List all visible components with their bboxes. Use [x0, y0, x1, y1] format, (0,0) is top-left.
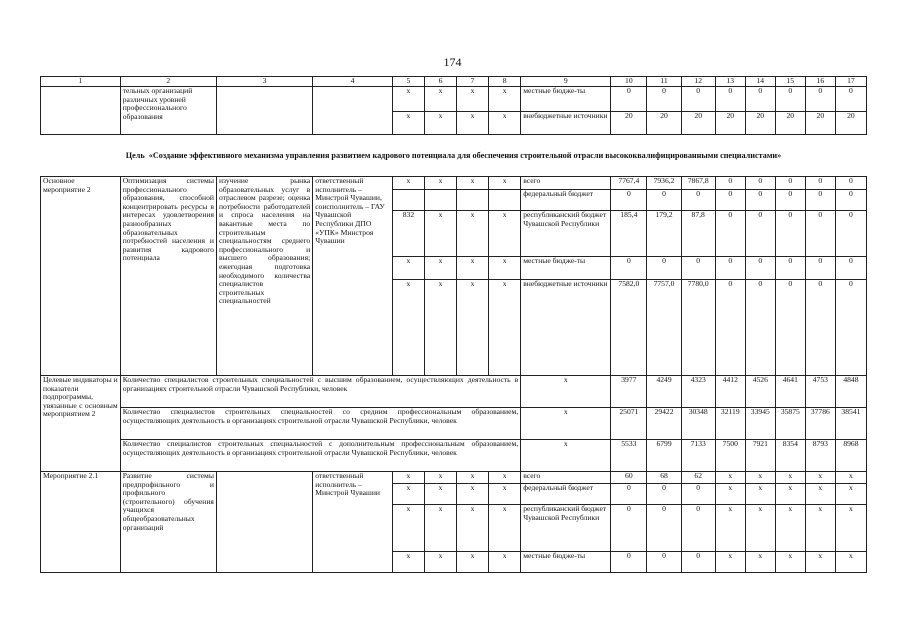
value-cell: х — [775, 472, 805, 484]
flag-cell: х — [457, 552, 489, 573]
column-header: 2 — [120, 77, 216, 87]
value-cell: 7133 — [681, 440, 715, 472]
value-cell: 0 — [835, 280, 866, 376]
event-name-cell — [120, 87, 216, 135]
flag-cell: х — [457, 472, 489, 484]
value-cell: 20 — [647, 112, 681, 135]
value-cell: х — [715, 552, 745, 573]
value-cell: х — [715, 484, 745, 505]
value-cell: 4412 — [715, 376, 745, 408]
flag-cell: х — [457, 257, 489, 280]
value-cell: 0 — [835, 190, 866, 211]
value-cell: 7867,8 — [681, 177, 715, 190]
value-cell: 0 — [681, 505, 715, 552]
table-row — [41, 177, 867, 190]
column-header: 13 — [715, 77, 745, 87]
value-cell: 0 — [715, 280, 745, 376]
value-cell: 4753 — [805, 376, 835, 408]
value-cell: 25071 — [611, 408, 647, 440]
funding-source-cell: местные бюдже-ты — [521, 257, 611, 280]
empty-cell — [216, 87, 312, 135]
event-title-cell: Основное мероприятие 2 — [41, 177, 121, 376]
flag-cell: х — [457, 484, 489, 505]
value-cell: 0 — [647, 87, 681, 112]
value-cell: 62 — [681, 472, 715, 484]
value-cell: х — [835, 472, 866, 484]
flag-cell: х — [424, 112, 456, 135]
value-cell: 0 — [805, 211, 835, 257]
flag-cell: х — [424, 472, 456, 484]
flag-cell — [489, 190, 521, 211]
value-cell: 30348 — [681, 408, 715, 440]
indicators-label-cell: Целевые индикаторы и показатели подпрограммы, увязанные с основным мероприятием 2 — [41, 376, 121, 472]
value-cell: 4848 — [835, 376, 866, 408]
indicator-row — [41, 376, 867, 408]
flag-cell: х — [457, 177, 489, 190]
value-cell: 33945 — [745, 408, 775, 440]
column-header: 6 — [424, 77, 456, 87]
value-cell: 32119 — [715, 408, 745, 440]
value-cell: х — [835, 552, 866, 573]
value-cell: 0 — [681, 484, 715, 505]
table-row — [41, 472, 867, 484]
flag-cell: х — [392, 280, 424, 376]
value-cell: 0 — [715, 211, 745, 257]
value-cell: х — [745, 472, 775, 484]
funding-source-cell: местные бюдже-ты — [521, 552, 611, 573]
value-cell: 0 — [805, 177, 835, 190]
flag-cell: 832 — [392, 211, 424, 257]
event-name-cell: Оптимизация системы профессионального образования, способной концентрировать ресурсы в интересах удовлетворения разнообразных образовательных потребностей населения и развития кадрового потенциала — [120, 177, 216, 376]
value-cell: х — [805, 472, 835, 484]
value-cell: 0 — [805, 87, 835, 112]
indicator-text-cell: Количество специалистов строительных специальностей с дополнительным профессиональным образованием, осуществляющих деятельность в организациях строительной отрасли Чувашской Республики, человек — [120, 440, 521, 472]
column-header: 10 — [611, 77, 647, 87]
flag-cell: х — [489, 87, 521, 112]
value-cell: х — [775, 505, 805, 552]
funding-source-cell: внебюджетные источники — [521, 112, 611, 135]
value-cell: 20 — [745, 112, 775, 135]
flag-cell: х — [457, 280, 489, 376]
value-cell: 0 — [835, 87, 866, 112]
funding-source-cell: республиканский бюджет Чувашской Республики — [521, 211, 611, 257]
column-header: 5 — [392, 77, 424, 87]
flag-cell: х — [521, 376, 611, 408]
value-cell: 0 — [611, 505, 647, 552]
value-cell: 0 — [647, 190, 681, 211]
table-row — [41, 87, 867, 112]
page-number: 174 — [443, 55, 462, 69]
flag-cell: х — [457, 505, 489, 552]
column-header: 15 — [775, 77, 805, 87]
flag-cell: х — [392, 112, 424, 135]
value-cell: 20 — [715, 112, 745, 135]
flag-cell: х — [392, 472, 424, 484]
indicator-row — [41, 440, 867, 472]
value-cell: 0 — [745, 257, 775, 280]
flag-cell: х — [457, 112, 489, 135]
indicator-row — [41, 408, 867, 440]
column-header: 4 — [313, 77, 393, 87]
value-cell: 68 — [647, 472, 681, 484]
flag-cell: х — [392, 552, 424, 573]
value-cell: 7582,0 — [611, 280, 647, 376]
value-cell: 0 — [745, 177, 775, 190]
value-cell: 8968 — [835, 440, 866, 472]
value-cell: х — [805, 552, 835, 573]
value-cell: 7757,0 — [647, 280, 681, 376]
flag-cell: х — [489, 472, 521, 484]
text-line: различных уровней — [122, 94, 186, 104]
column-header: 9 — [521, 77, 611, 87]
value-cell: х — [745, 505, 775, 552]
value-cell: 20 — [775, 112, 805, 135]
value-cell: 20 — [835, 112, 866, 135]
value-cell: 0 — [681, 190, 715, 211]
budget-table-main — [40, 176, 867, 573]
flag-cell: х — [489, 505, 521, 552]
value-cell: х — [835, 505, 866, 552]
funding-source-cell: местные бюдже-ты — [521, 87, 611, 112]
value-cell: 0 — [681, 552, 715, 573]
value-cell: 8793 — [805, 440, 835, 472]
value-cell: 0 — [647, 484, 681, 505]
flag-cell — [392, 190, 424, 211]
flag-cell — [457, 190, 489, 211]
value-cell: 0 — [835, 177, 866, 190]
value-cell: х — [775, 552, 805, 573]
event-description-cell: изучение рынка образовательных услуг в отраслевом разрезе; оценка потребности работодателей и спроса населения на вакантные места по строительным специальностям среднего профессионального и высшего образования; ежегодная подготовка необходимого количества специалистов строительных специальностей — [216, 177, 312, 376]
value-cell: 0 — [745, 280, 775, 376]
value-cell: 4641 — [775, 376, 805, 408]
value-cell: 0 — [611, 552, 647, 573]
empty-cell — [313, 87, 393, 135]
value-cell: 0 — [775, 280, 805, 376]
empty-cell — [41, 87, 121, 135]
value-cell: 0 — [647, 257, 681, 280]
goal-text: «Создание эффективного механизма управления развитием кадрового потенциала для обеспечения строительной отрасли высококвалифицированными специалистами» — [148, 151, 782, 160]
header-row — [41, 77, 867, 87]
column-header: 1 — [41, 77, 121, 87]
value-cell: х — [715, 505, 745, 552]
value-cell: 0 — [647, 552, 681, 573]
value-cell: 0 — [745, 211, 775, 257]
value-cell: 60 — [611, 472, 647, 484]
flag-cell: х — [489, 484, 521, 505]
executor-cell: ответственный исполнитель – Минстрой Чувашии, соисполнитель – ГАУ Чувашской Республики ДПО «УПК» Минстроя Чувашии — [313, 177, 393, 376]
flag-cell: х — [424, 87, 456, 112]
value-cell: 20 — [611, 112, 647, 135]
text-line: профессионального — [122, 103, 187, 113]
funding-source-cell: всего — [521, 177, 611, 190]
value-cell: 0 — [681, 87, 715, 112]
value-cell: 0 — [775, 257, 805, 280]
value-cell: 4323 — [681, 376, 715, 408]
text-line: образования — [122, 111, 163, 121]
value-cell: 0 — [775, 87, 805, 112]
value-cell: 0 — [611, 484, 647, 505]
event-description-cell — [216, 472, 312, 573]
flag-cell: х — [392, 484, 424, 505]
funding-source-cell: всего — [521, 472, 611, 484]
funding-source-cell: республиканский бюджет Чувашской Республики — [521, 505, 611, 552]
column-header: 7 — [457, 77, 489, 87]
value-cell: 179,2 — [647, 211, 681, 257]
value-cell: х — [805, 484, 835, 505]
value-cell: 0 — [715, 87, 745, 112]
value-cell: 20 — [805, 112, 835, 135]
flag-cell: х — [457, 87, 489, 112]
value-cell: 0 — [715, 177, 745, 190]
value-cell: 0 — [775, 190, 805, 211]
value-cell: 7780,0 — [681, 280, 715, 376]
flag-cell: х — [521, 408, 611, 440]
flag-cell — [424, 190, 456, 211]
budget-table-top — [40, 76, 867, 135]
flag-cell: х — [489, 177, 521, 190]
flag-cell: х — [424, 484, 456, 505]
value-cell: 7921 — [745, 440, 775, 472]
value-cell: 29422 — [647, 408, 681, 440]
value-cell: 0 — [805, 280, 835, 376]
value-cell: 7936,2 — [647, 177, 681, 190]
value-cell: 6799 — [647, 440, 681, 472]
value-cell: 87,8 — [681, 211, 715, 257]
flag-cell: х — [424, 211, 456, 257]
value-cell: 37786 — [805, 408, 835, 440]
value-cell: 7767,4 — [611, 177, 647, 190]
flag-cell: х — [424, 505, 456, 552]
goal-heading — [40, 151, 867, 160]
value-cell: 4249 — [647, 376, 681, 408]
column-header: 8 — [489, 77, 521, 87]
event-name-cell: Развитие системы предпрофильного и профильного (строительного) обучения учащихся общеобразовательных организаций — [120, 472, 216, 573]
value-cell: х — [745, 552, 775, 573]
flag-cell: х — [392, 177, 424, 190]
flag-cell: х — [489, 112, 521, 135]
funding-source-cell: федеральный бюджет — [521, 484, 611, 505]
column-header: 17 — [835, 77, 866, 87]
value-cell: 0 — [805, 257, 835, 280]
column-header: 3 — [216, 77, 312, 87]
column-header: 16 — [805, 77, 835, 87]
flag-cell: х — [489, 211, 521, 257]
value-cell: 0 — [775, 177, 805, 190]
flag-cell: х — [424, 177, 456, 190]
value-cell: 0 — [715, 257, 745, 280]
value-cell: 0 — [715, 190, 745, 211]
indicator-text-cell: Количество специалистов строительных специальностей с высшим образованием, осуществляющих деятельность в организациях строительной отрасли Чувашской Республики, человек — [120, 376, 521, 408]
value-cell: х — [715, 472, 745, 484]
value-cell: 4526 — [745, 376, 775, 408]
value-cell: 0 — [745, 190, 775, 211]
value-cell: 0 — [611, 87, 647, 112]
value-cell: 38541 — [835, 408, 866, 440]
flag-cell: х — [392, 257, 424, 280]
value-cell: 0 — [745, 87, 775, 112]
value-cell: 0 — [835, 211, 866, 257]
flag-cell: х — [424, 257, 456, 280]
flag-cell: х — [457, 211, 489, 257]
event-title-cell: Мероприятие 2.1 — [41, 472, 121, 573]
value-cell: 5533 — [611, 440, 647, 472]
value-cell: 0 — [835, 257, 866, 280]
funding-source-cell: внебюджетные источники — [521, 280, 611, 376]
indicator-text-cell: Количество специалистов строительных специальностей со средним профессиональным образованием, осуществляющих деятельность в организациях строительной отрасли Чувашской Республики, человек — [120, 408, 521, 440]
value-cell: х — [835, 484, 866, 505]
column-header: 11 — [647, 77, 681, 87]
value-cell: 20 — [681, 112, 715, 135]
flag-cell: х — [489, 280, 521, 376]
value-cell: 0 — [647, 505, 681, 552]
value-cell: 7500 — [715, 440, 745, 472]
value-cell: 0 — [611, 190, 647, 211]
text-line: тельных организаций — [122, 86, 193, 95]
flag-cell: х — [489, 257, 521, 280]
flag-cell: х — [392, 505, 424, 552]
flag-cell: х — [424, 280, 456, 376]
value-cell: х — [745, 484, 775, 505]
executor-cell: ответственный исполнитель – Минстрой Чувашии — [313, 472, 393, 573]
flag-cell: х — [489, 552, 521, 573]
funding-source-cell: федеральный бюджет — [521, 190, 611, 211]
value-cell: 3977 — [611, 376, 647, 408]
value-cell: х — [775, 484, 805, 505]
value-cell: 8354 — [775, 440, 805, 472]
flag-cell: х — [424, 552, 456, 573]
goal-label: Цель — [125, 151, 145, 160]
flag-cell: х — [521, 440, 611, 472]
value-cell: 0 — [775, 211, 805, 257]
column-header: 14 — [745, 77, 775, 87]
flag-cell: х — [392, 87, 424, 112]
column-header: 12 — [681, 77, 715, 87]
value-cell: х — [805, 505, 835, 552]
value-cell: 0 — [805, 190, 835, 211]
value-cell: 0 — [611, 257, 647, 280]
value-cell: 0 — [681, 257, 715, 280]
value-cell: 35875 — [775, 408, 805, 440]
value-cell: 185,4 — [611, 211, 647, 257]
